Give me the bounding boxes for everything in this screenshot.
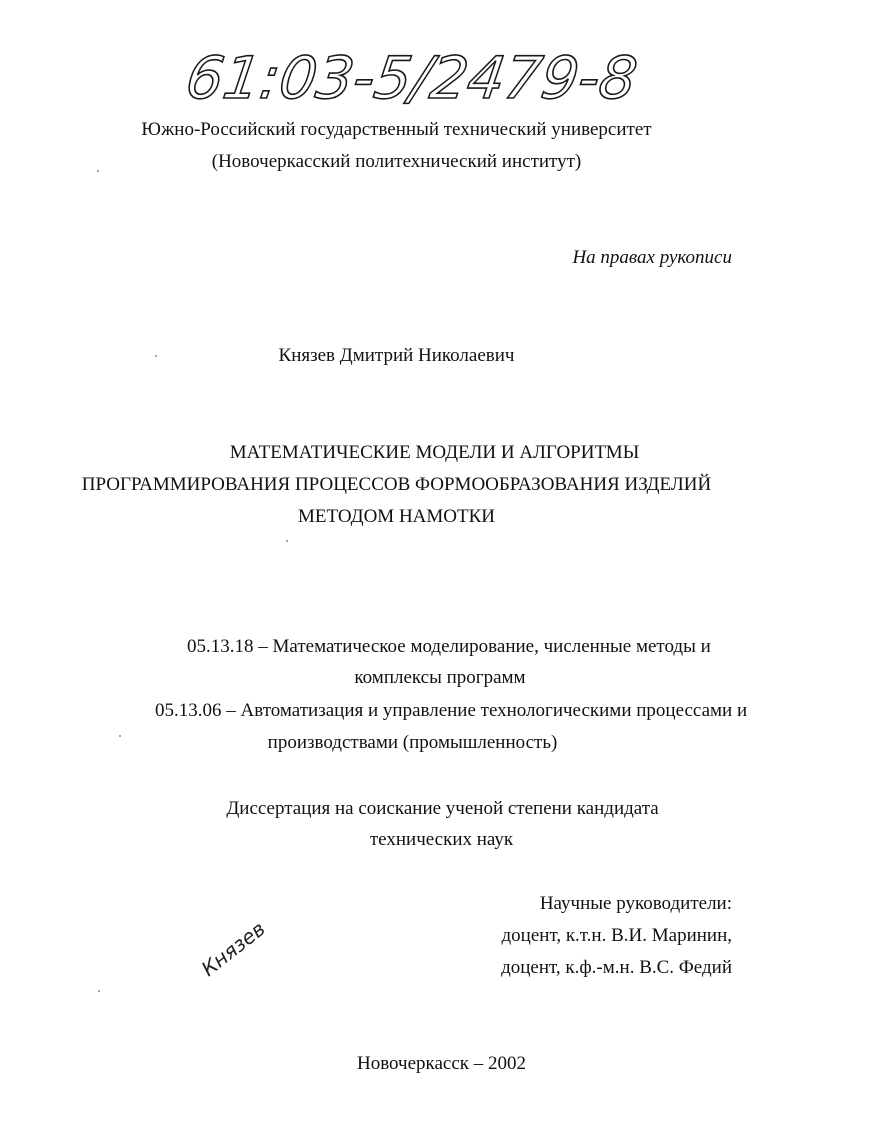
archive-number-text: 61:03-5/2479-8 — [181, 44, 642, 112]
manuscript-note: На правах рукописи — [572, 247, 732, 268]
advisor-1: доцент, к.т.н. В.И. Маринин, — [501, 925, 732, 946]
degree-line-1: Диссертация на соискание ученой степени кандидата — [226, 798, 659, 819]
author-name: Князев Дмитрий Николаевич — [278, 345, 515, 366]
dissertation-title-line-1: МАТЕМАТИЧЕСКИЕ МОДЕЛИ И АЛГОРИТМЫ — [229, 442, 640, 463]
city-year: Новочеркасск – 2002 — [356, 1053, 527, 1074]
signature-svg — [180, 900, 270, 981]
university-name: Южно-Российский государственный технический университет — [141, 119, 652, 140]
handwritten-signature — [180, 900, 270, 981]
archive-number-svg — [181, 40, 642, 120]
scan-speck — [98, 990, 100, 992]
specialty-1-line-2: комплексы программ — [354, 667, 526, 688]
specialty-1-line-1: 05.13.18 – Математическое моделирование, численные методы и — [187, 636, 711, 657]
degree-line-2: технических наук — [369, 829, 514, 850]
advisor-2: доцент, к.ф.-м.н. В.С. Федий — [501, 957, 732, 978]
university-former-name: (Новочеркасский политехнический институт) — [211, 151, 582, 172]
dissertation-title-line-2: ПРОГРАММИРОВАНИЯ ПРОЦЕССОВ ФОРМООБРАЗОВАНИЯ ИЗДЕЛИЙ — [81, 474, 712, 495]
scan-speck — [155, 355, 157, 357]
signature-text: Князев — [196, 916, 270, 981]
specialty-2-line-2: производствами (промышленность) — [267, 732, 558, 753]
advisors-heading: Научные руководители: — [539, 893, 732, 914]
scan-speck — [97, 170, 99, 172]
archive-number-handwritten — [181, 40, 642, 120]
scan-speck — [286, 540, 288, 542]
scan-speck — [119, 735, 121, 737]
specialty-2-line-1: 05.13.06 – Автоматизация и управление технологическими процессами и — [155, 700, 748, 721]
dissertation-title-line-3: МЕТОДОМ НАМОТКИ — [297, 506, 495, 527]
